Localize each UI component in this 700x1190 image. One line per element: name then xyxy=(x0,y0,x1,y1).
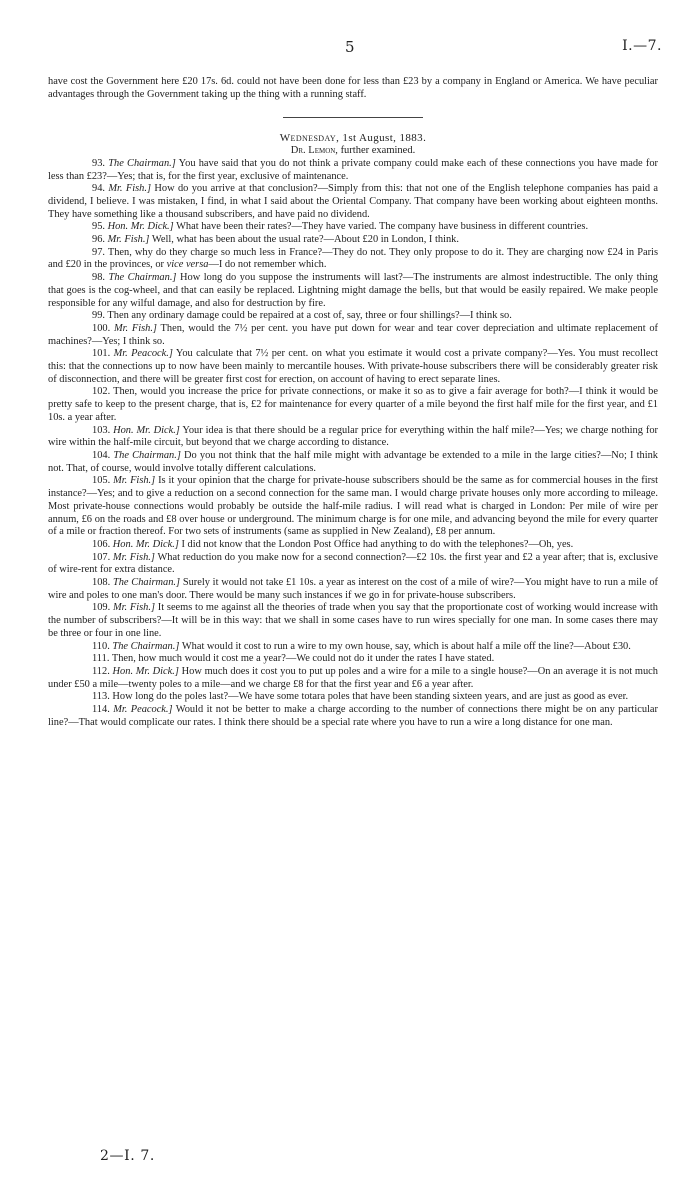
question-paragraph xyxy=(48,552,658,577)
question-number: 114. xyxy=(92,704,110,716)
question-text: Your idea is that there should be a regular price for everything within the half mile?—Yes; we charge nothing for wire within the half-mile circuit, but beyond that we charge according to distance. xyxy=(48,424,658,449)
question-text: I did not know that the London Post Office had anything to do with the telephones?—Oh, yes. xyxy=(181,538,574,550)
question-number: 107. xyxy=(92,551,111,563)
question-text: How much does it cost you to put up poles and a wire for a mile to a single house?—On an average it is not much under £50 a mile—twenty poles to a mile—and we charge £8 for that the first year and £6 a year after. xyxy=(48,665,658,690)
question-text: How do you arrive at that conclusion?—Simply from this: that not one of the English telephone companies has paid a dividend, I believe. I was mistaken, I find, in what I said about the Oriental Company. That company have been working about eighteen months. They have something like a thousand subscribers, and have paid no dividend. xyxy=(48,183,659,220)
question-paragraph xyxy=(48,475,658,539)
question-number: 109. xyxy=(92,602,111,614)
speaker-label: Hon. Mr. Dick.] xyxy=(112,665,179,677)
question-number: 105. xyxy=(92,475,111,487)
question-paragraph xyxy=(48,704,658,729)
question-text: It seems to me against all the theories of trade when you say that the proportionate cost of working would increase with the number of subscribers?—It will be in this way: that we shall in some cases have to run wires specially for one man. In some cases there may be three or four in one line. xyxy=(48,602,658,639)
question-number: 108. xyxy=(92,577,111,589)
question-text: Is it your opinion that the charge for private-house subscribers should be the same as for commercial houses in the first instance?—Yes; and to give a reduction on a second connection for the same man. I would charge private houses only more according to mileage. Most private-house connections would probably be outside the half-mile radius. I will read what is charged in London: Per mile of wire per annum, £6 on the roads and £8 over house or underground. The minimum charge is for one mile, and advancing beyond the mile for every quarter of a mile or fraction thereof. For two sets of instruments (same as supplied in New Zealand), £8 per annum. xyxy=(48,475,658,538)
speaker-label: Mr. Fish.] xyxy=(107,234,150,246)
question-paragraph xyxy=(48,386,658,424)
question-number: 106. xyxy=(92,538,111,550)
page-header xyxy=(0,38,700,62)
speaker-label: The Chairman.] xyxy=(108,272,177,284)
question-paragraph xyxy=(48,272,658,310)
question-paragraph xyxy=(48,539,658,552)
speaker-label: Mr. Peacock.] xyxy=(113,348,173,360)
speaker-label: Mr. Fish.] xyxy=(112,602,155,614)
speaker-label: The Chairman.] xyxy=(108,157,176,169)
question-number: 93. xyxy=(92,157,105,169)
question-text: Then, would you increase the price for private connections, or make it so as to give a fair average for both?—I think it would be pretty safe to keep to the present charge, that is, £2 for maintenance for every quarter of a mile beyond the first half mile for the first year, and £1 10s. a year after. xyxy=(48,386,658,423)
question-number: 99. xyxy=(92,310,105,322)
question-text: Surely it would not take £1 10s. a year as interest on the cost of a mile of wire?—You might have to run a mile of wire and poles to one man's door. There would be many such instances if we go in for private-house subscribers. xyxy=(48,577,658,601)
question-paragraph xyxy=(48,247,658,272)
question-text: Would it not be better to make a charge according to the number of connections there might be on any particular line?—That would complicate our rates. I think there should be a special rate where you have to run a wire a long distance for one man. xyxy=(48,704,658,728)
question-text: Then any ordinary damage could be repaired at a cost of, say, three or four shillings?—I think so. xyxy=(107,310,512,322)
footer-signature: 2—I. 7. xyxy=(100,1148,155,1164)
witness-status: further examined. xyxy=(340,145,416,157)
question-number: 113. xyxy=(92,691,110,703)
question-text: Then, would the 7½ per cent. you have put down for wear and tear cover depreciation and ultimate replacement of machines?—Yes; I think so. xyxy=(48,322,658,347)
date-weekday: Wednesday, xyxy=(279,132,340,145)
date-heading xyxy=(48,132,658,145)
speaker-label: Mr. Fish.] xyxy=(108,183,151,195)
page-number: 5 xyxy=(345,38,355,56)
speaker-label: Mr. Fish.] xyxy=(113,322,157,334)
witness-name: Dr. Lemon, xyxy=(290,145,338,157)
speaker-label: Hon. Mr. Dick.] xyxy=(112,538,179,550)
question-paragraph xyxy=(48,348,658,386)
question-number: 101. xyxy=(92,348,111,360)
speaker-label: The Chairman.] xyxy=(112,577,181,589)
question-text: You calculate that 7½ per cent. on what you estimate it would cost a private company?—Yes. You must recollect this: that the connections up to now have been mainly to mercantile houses. With private-house subscribers there will be considerably greater risk of disconnection, and there will be greater first cost for erection, on account of having to erect separate lines. xyxy=(48,348,658,385)
speaker-label: Mr. Peacock.] xyxy=(113,704,173,716)
questions-list xyxy=(48,158,658,730)
question-paragraph xyxy=(48,310,658,323)
question-paragraph xyxy=(48,641,658,654)
question-paragraph xyxy=(48,158,658,183)
question-number: 104. xyxy=(92,449,111,461)
question-text: How long do the poles last?—We have some totara poles that have been standing sixteen years, and are just as good as ever. xyxy=(112,691,629,703)
witness-heading xyxy=(48,145,658,158)
question-paragraph xyxy=(48,425,658,450)
question-text: Do you not think that the half mile might with advantage be extended to a mile in the large cities?—No; I think not. That, of course, would involve totally different calculations. xyxy=(48,449,658,474)
speaker-label: Hon. Mr. Dick.] xyxy=(113,424,180,436)
speaker-label: The Chairman.] xyxy=(113,449,181,461)
foreign-phrase: vice versa xyxy=(166,259,209,271)
question-text: Then, how much would it cost me a year?—We could not do it under the rates I have stated. xyxy=(111,653,495,665)
speaker-label: Mr. Fish.] xyxy=(112,551,155,563)
question-paragraph xyxy=(48,221,658,234)
question-text: What have been their rates?—They have varied. The company have business in different countries. xyxy=(176,221,589,233)
question-paragraph xyxy=(48,183,658,221)
question-text: Well, what has been about the usual rate?—About £20 in London, I think. xyxy=(151,234,459,246)
question-number: 96. xyxy=(92,234,105,246)
question-paragraph xyxy=(48,691,658,704)
question-number: 94. xyxy=(92,183,105,195)
question-paragraph xyxy=(48,577,658,602)
question-number: 103. xyxy=(92,424,111,436)
question-text-continued: —I do not remember which. xyxy=(208,259,327,271)
question-number: 100. xyxy=(92,322,111,334)
question-number: 95. xyxy=(92,221,105,233)
question-paragraph xyxy=(48,653,658,666)
question-text: How long do you suppose the instruments will last?—The instruments are almost indestructible. The only thing that goes is the cog-wheel, and that can easily be replaced. Lightning might damage the bells, but that would be easily repaired. We make people responsible for any wilful damage, and also for destruction by fire. xyxy=(48,272,658,309)
question-paragraph xyxy=(48,323,658,348)
body-text xyxy=(48,76,658,729)
question-number: 111. xyxy=(92,653,110,665)
speaker-label: Hon. Mr. Dick.] xyxy=(107,221,174,233)
document-code: I.—7. xyxy=(622,38,662,54)
section-divider xyxy=(283,117,423,118)
speaker-label: Mr. Fish.] xyxy=(113,475,156,487)
question-text: Then, why do they charge so much less in France?—They do not. They only propose to do it. They are charging now £24 in Paris and £20 in the provinces, or xyxy=(48,246,658,271)
speaker-label: The Chairman.] xyxy=(112,640,180,652)
question-paragraph xyxy=(48,450,658,475)
question-number: 110. xyxy=(92,640,110,652)
question-number: 102. xyxy=(92,386,111,398)
question-number: 98. xyxy=(92,272,105,284)
question-text: What reduction do you make now for a second connection?—£2 10s. the first year and £2 a year after; that is, exclusive of wire-rent for extra distance. xyxy=(48,551,658,576)
question-text: What would it cost to run a wire to my own house, say, which is about half a mile off the line?—About £30. xyxy=(181,640,631,652)
question-paragraph xyxy=(48,234,658,247)
question-text: You have said that you do not think a private company could make each of these connections you have made for less than £23?—Yes; that is, for the first year, exclusive of maintenance. xyxy=(48,157,658,182)
question-number: 112. xyxy=(92,665,110,677)
date-text: 1st August, 1883. xyxy=(342,132,427,145)
question-paragraph xyxy=(48,602,658,640)
intro-paragraph: have cost the Government here £20 17s. 6d. could not have been done for less than £23 by a company in England or America. We have peculiar advantages through the Government taking up the thing with a running staff. xyxy=(48,76,658,100)
question-number: 97. xyxy=(92,246,105,258)
question-paragraph xyxy=(48,666,658,691)
